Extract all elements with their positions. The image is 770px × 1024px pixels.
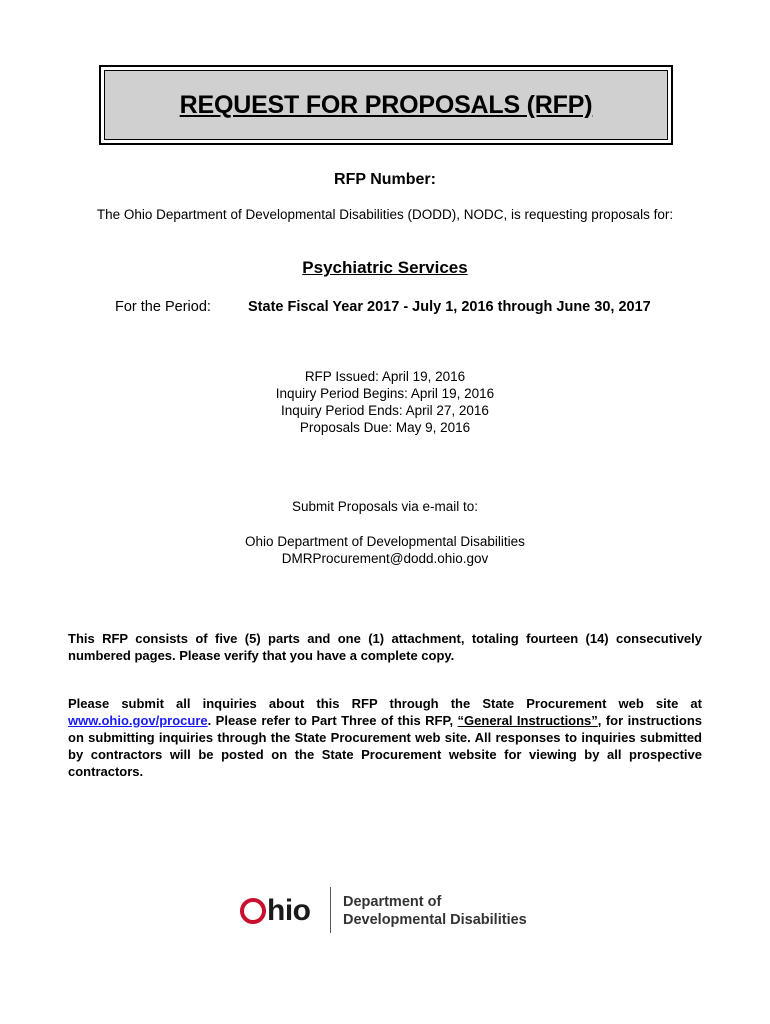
- agency-name: Ohio Department of Developmental Disabilities: [245, 534, 525, 549]
- ohio-o-icon: [240, 898, 266, 924]
- procure-link[interactable]: www.ohio.gov/procure: [68, 713, 208, 728]
- submit-label: Submit Proposals via e-mail to:: [291, 499, 479, 514]
- ohio-wordmark: [240, 891, 311, 931]
- title-banner: [104, 70, 668, 140]
- submission-contact: [0, 533, 770, 567]
- ohio-wordmark-text: hio: [267, 894, 311, 927]
- period-value: State Fiscal Year 2017 - July 1, 2016 through June 30, 2017: [248, 299, 651, 315]
- inquiry-ends-date: Inquiry Period Ends: April 27, 2016: [281, 403, 489, 418]
- service-title: Psychiatric Services: [302, 258, 468, 277]
- rfp-number-label: RFP Number:: [334, 171, 436, 188]
- inquiries-text-3: , for instructions on submitting inquiries through the State Procurement web site. All responses to inquiries submitted by contractors will be posted on the State Procurement website for viewing by all prospective contractors.: [68, 713, 702, 779]
- inquiries-text-1: Please submit all inquiries about this RFP through the State Procurement web site at: [68, 696, 702, 711]
- rfp-issued-date: RFP Issued: April 19, 2016: [304, 369, 466, 384]
- page-title: REQUEST FOR PROPOSALS (RFP): [179, 90, 593, 119]
- submission-email[interactable]: DMRProcurement@dodd.ohio.gov: [281, 551, 489, 566]
- intro-text: The Ohio Department of Developmental Disabilities (DODD), NODC, is requesting proposals for:: [96, 207, 674, 222]
- inquiry-begins-date: Inquiry Period Begins: April 19, 2016: [275, 386, 495, 401]
- inquiries-paragraph: [68, 695, 702, 780]
- consists-paragraph: This RFP consists of five (5) parts and one (1) attachment, totaling fourteen (14) consecutively numbered pages. Please verify that you have a complete copy.: [68, 631, 702, 663]
- title-box: [99, 65, 673, 145]
- proposals-due-date: Proposals Due: May 9, 2016: [299, 420, 471, 435]
- general-instructions-ref: “General Instructions”: [457, 713, 598, 728]
- logo-dept-line1: Department of: [343, 894, 442, 910]
- inquiries-text-2: . Please refer to Part Three of this RFP,: [207, 713, 458, 728]
- logo-department: [343, 893, 527, 929]
- logo-divider: [330, 887, 331, 933]
- dodd-logo: [240, 887, 540, 935]
- period-label: For the Period:: [115, 299, 211, 315]
- key-dates: [0, 368, 770, 436]
- logo-dept-line2: Developmental Disabilities: [343, 912, 527, 928]
